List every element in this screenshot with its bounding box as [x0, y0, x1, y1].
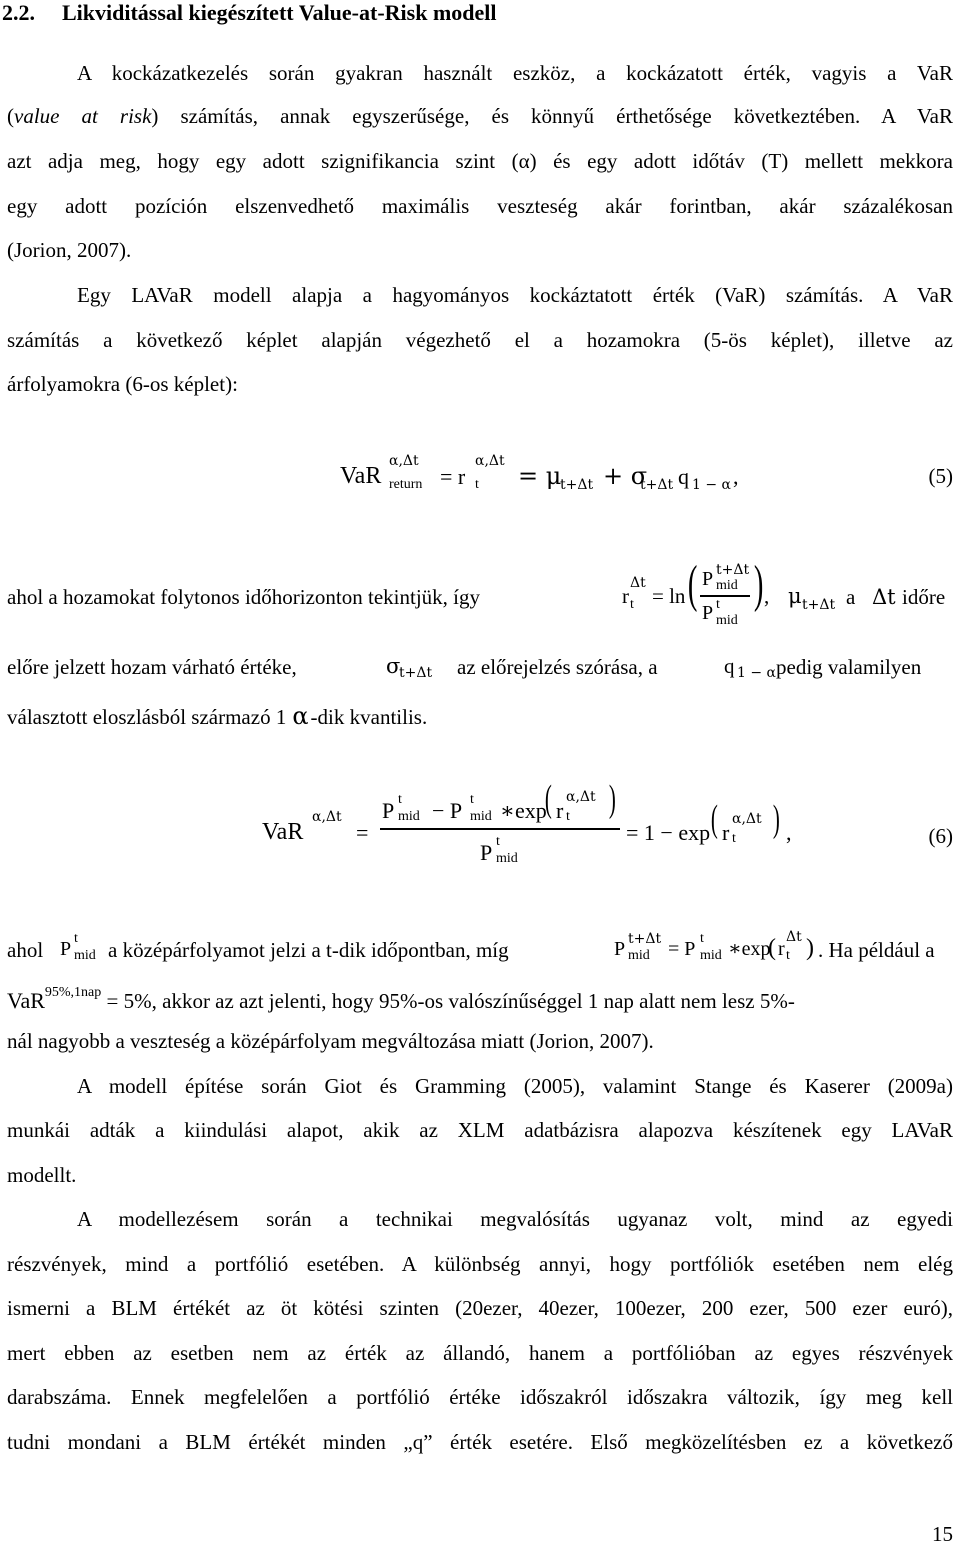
paragraph2-line3: árfolyamokra (6-os képlet): — [7, 372, 238, 396]
paragraph6-line1: A modellezésem során a technikai megvalósítás ugyanaz volt, mind az egyedi — [77, 1207, 953, 1231]
paragraph4-line3: nál nagyobb a veszteség a középárfolyam megváltozása miatt (Jorion, 2007). — [7, 1029, 654, 1053]
equation-5-number: (5) — [928, 464, 953, 488]
paragraph3-line3: választott eloszlásból származó 1 α-dik kvantilis. — [7, 702, 428, 730]
paragraph2-line1: Egy LAVaR modell alapja a hagyományos kockáztatott érték (VaR) számítás. A VaR — [77, 283, 953, 307]
value-at-risk-term: value at risk — [14, 104, 152, 128]
paragraph2-line2: számítás a következő képlet alapján végezhető el a hozamokra (5-ös képlet), illetve az — [7, 328, 953, 352]
paragraph3-line1-time: időre — [902, 585, 946, 609]
paragraph1-line2: (value at risk) számítás, annak egyszerűsége, és könnyű érthetősége következtében. A VaR — [7, 104, 954, 128]
paragraph4-line1-b: a középárfolyamot jelzi a t-dik időpontban, míg — [108, 938, 509, 962]
paragraph3-line2-c: pedig valamilyen — [776, 655, 922, 679]
paragraph4-line1: ahol — [7, 938, 44, 962]
section-heading — [2, 0, 497, 26]
page-number: 15 — [932, 1522, 953, 1546]
paragraph1-line3: azt adja meg, hogy egy adott szignifikancia szint (α) és egy adott időtáv (T) mellett mekkora — [7, 149, 953, 173]
paragraph1-line1: A kockázatkezelés során gyakran használt eszköz, a kockázatott érték, vagyis a VaR — [77, 61, 953, 85]
paragraph1-line5: (Jorion, 2007). — [7, 238, 132, 262]
paragraph3-line2-b: az előrejelzés szórása, a — [457, 655, 658, 679]
paragraph3-line1: ahol a hozamokat folytonos időhorizonton tekintjük, így — [7, 585, 481, 609]
equation-6-number: (6) — [928, 824, 953, 848]
paragraph3-line1-a: a — [846, 585, 856, 609]
paragraph4-line2: VaR$^{95\%,1nap}$ = 5%, akkor az azt jelenti, hogy 95%-os valószínűséggel 1 nap alatt nem lesz 5%- — [7, 985, 795, 1013]
paragraph6-line4: mert ebben az esetben nem az érték az állandó, hanem a portfólióban az egyes részvények — [7, 1341, 953, 1365]
paragraph5-line1: A modell építése során Giot és Gramming (2005), valamint Stange és Kaserer (2009a) — [77, 1074, 953, 1098]
paragraph4-line1-c: . Ha például a — [818, 938, 935, 962]
paragraph6-line5: darabszáma. Ennek megfelelően a portfólió értéke időszakról időszakra változik, így meg kell — [7, 1385, 953, 1409]
document-page: 2.2. Likviditással kiegészített Value-at-Risk modell A kockázatkezelés során gyakran használt eszköz, a kockázatott érték, vagyis a VaR (value at risk) számítás, annak egyszerűsége, és könnyű érthetősége következtében. A VaR azt adja meg, hogy egy adott szignifikancia szint (α) és egy adott időtáv (T) mellett mekkora egy adott pozíción elszenvedhető maximális veszteség akár forintban, akár százalékosan (Jorion, 2007). Egy LAVaR modell alapja a hagyományos kockáztatott érték (VaR) számítás. A VaR számítás a következő képlet alapján végezhető el a hozamokra (5-ös képlet), illetve az árfolyamokra (6-os képlet): VaR α,Δt return = r α,Δt t = μ t+Δt + σ t+Δt q 1 − α , (5) ahol a hozamokat folytonos időhorizonton tekintjük, így r Δt t = ln ( P t+Δt mid P t mid ) , μ t+Δt a Δt időre előre jelzett hozam várható értéke, σ t+Δt az előrejelzés szórása, a q 1 − α pedig valamilyen választott eloszlásból származó 1 α-dik kvantilis. VaR α,Δt = P t mid − P t mid ∗exp ( r α,Δt t ) P t mid = 1 − exp ( r α,Δt t ) , (6) ahol P t mid a középárfolyamot jelzi a t-dik időpontban, míg P t+Δt mid = P t mid ∗exp ( r Δt t ) . Ha például a VaR$^{95\%,1nap}$ = 5%, akkor az azt jelenti, hogy 95%-os valószínűséggel 1 nap alatt nem lesz 5%- nál nagyobb a veszteség a középárfolyam megváltozása miatt (Jorion, 2007). A modell építése során Giot és Gramming (2005), valamint Stange és Kaserer (2009a) munkái adták a kiindulási alapot, akik az XLM adatbázisra alapozva készítenek egy LAVaR modellt. A modellezésem során a technikai megvalósítás ugyanaz volt, mind az egyedi részvények, mind a portfólió esetében. A különbség annyi, hogy portfóliók esetében nem elég ismerni a BLM értékét az öt kötési szinten (20ezer, 40ezer, 100ezer, 200 ezer, 500 ezer euró), mert ebben az esetben nem az érték az állandó, hanem a portfólióban az egyes részvények darabszáma. Ennek megfelelően a portfólió értéke időszakról időszakra változik, így meg kell tudni mondani a BLM értékét minden „q” érték esetére. Első megközelítésben ez a következő 15 — [2, 0, 954, 1546]
section-number: 2.2. — [2, 0, 35, 25]
paragraph6-line3: ismerni a BLM értékét az öt kötési szinten (20ezer, 40ezer, 100ezer, 200 ezer, 500 ezer euró), — [7, 1296, 953, 1320]
paragraph6-line2: részvények, mind a portfólió esetében. A különbség annyi, hogy portfóliók esetében nem elég — [7, 1252, 953, 1276]
paragraph3-line2: előre jelzett hozam várható értéke, — [7, 655, 297, 679]
paragraph5-line3: modellt. — [7, 1163, 77, 1187]
paragraph6-line6: tudni mondani a BLM értékét minden „q” érték esetére. Első megközelítésben ez a következő — [7, 1430, 953, 1454]
paragraph5-line2: munkái adták a kiindulási alapot, akik az XLM adatbázisra alapozva készítenek egy LAVaR — [7, 1118, 953, 1142]
paragraph1-line4: egy adott pozíción elszenvedhető maximális veszteség akár forintban, akár százalékosan — [7, 194, 953, 218]
section-title: Likviditással kiegészített Value-at-Risk modell — [62, 0, 497, 25]
